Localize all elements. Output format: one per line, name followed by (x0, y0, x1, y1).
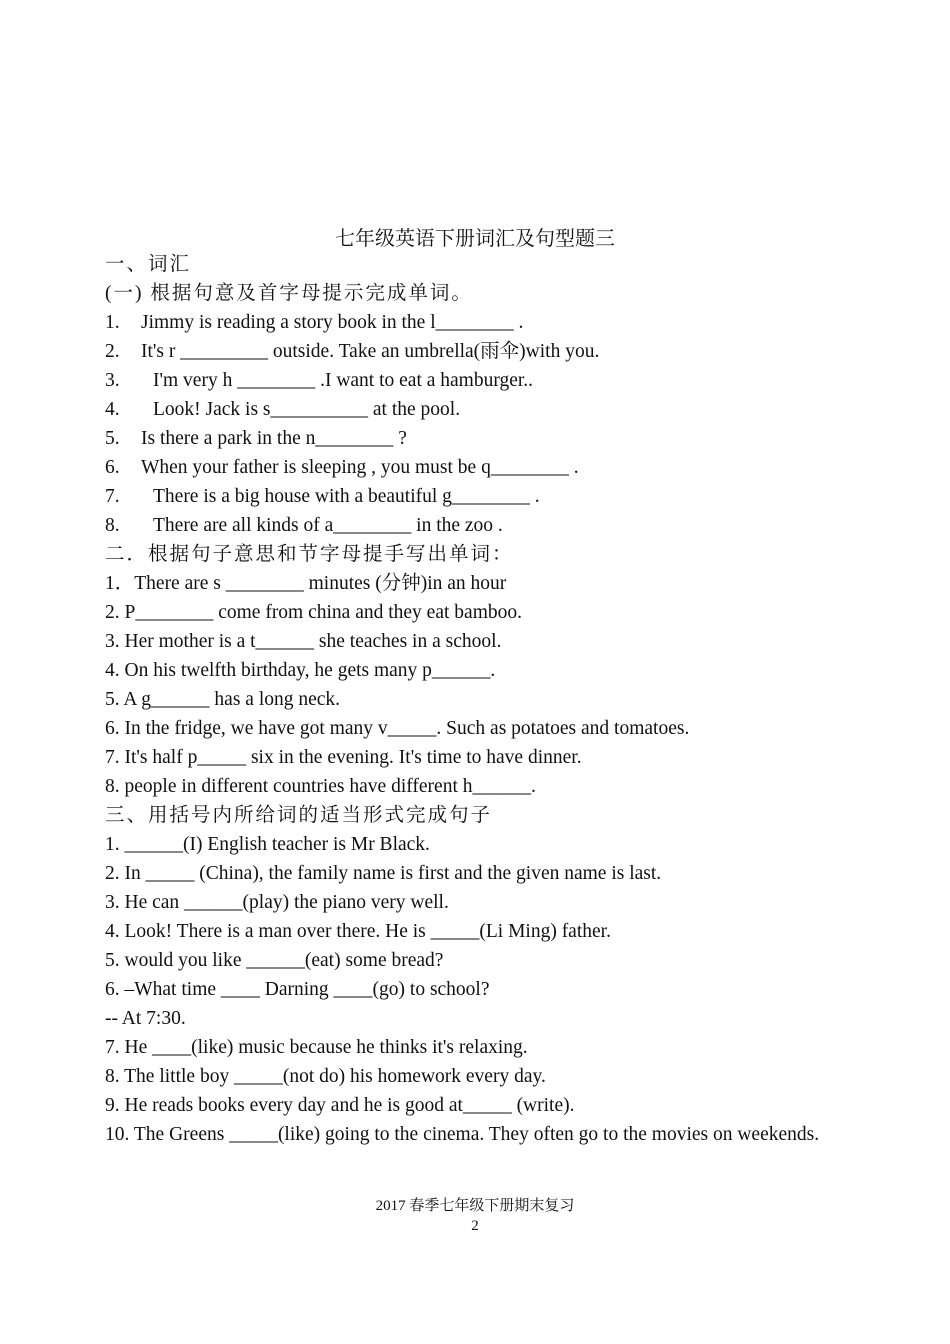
list-item: 5. A g______ has a long neck. (105, 689, 341, 710)
list-item: 7. It's half p_____ six in the evening. It's time to have dinner. (105, 747, 582, 768)
item-number: 4. (105, 399, 120, 420)
item-text: Is there a park in the n________ ? (141, 428, 407, 449)
page-number: 2 (471, 1218, 479, 1234)
item-number: 8. (105, 515, 120, 536)
page-footer (0, 1196, 950, 1236)
list-item: 2. In _____ (China), the family name is first and the given name is last. (105, 863, 662, 884)
list-item: -- At 7:30. (105, 1008, 186, 1029)
list-item: 1．There are s ________ minutes (分钟)in an hour (105, 573, 507, 594)
section3-heading: 三、用括号内所给词的适当形式完成句子 (105, 805, 493, 826)
item-text: There are all kinds of a________ in the zoo . (153, 515, 503, 536)
list-item: 10. The Greens _____(like) going to the cinema. They often go to the movies on weekends. (105, 1124, 820, 1145)
list-item (105, 366, 850, 395)
item-text: It's r _________ outside. Take an umbrella(雨伞)with you. (141, 341, 600, 362)
list-item (105, 511, 850, 540)
list-item (105, 482, 850, 511)
item-text: There is a big house with a beautiful g________ . (153, 486, 540, 507)
list-item (105, 337, 850, 366)
footer-caption: 2017 春季七年级下册期末复习 (375, 1198, 575, 1214)
section2-heading: 二．根据句子意思和节字母提手写出单词： (105, 544, 514, 565)
list-item: 4. Look! There is a man over there. He is _____(Li Ming) father. (105, 921, 611, 942)
list-item: 3. He can ______(play) the piano very well. (105, 892, 449, 913)
list-item: 3. Her mother is a t______ she teaches in a school. (105, 631, 502, 652)
item-number: 7. (105, 486, 120, 507)
item-text: I'm very h ________ .I want to eat a hamburger.. (153, 370, 534, 391)
content (105, 250, 850, 1149)
list-item (105, 424, 850, 453)
item-number: 3. (105, 370, 120, 391)
page-title: 七年级英语下册词汇及句型题三 (335, 228, 615, 250)
list-item: 6. In the fridge, we have got many v_____. Such as potatoes and tomatoes. (105, 718, 690, 739)
list-item: 2. P________ come from china and they eat bamboo. (105, 602, 522, 623)
list-item: 5. would you like ______(eat) some bread? (105, 950, 444, 971)
list-item (105, 308, 850, 337)
list-item (105, 395, 850, 424)
list-item: 9. He reads books every day and he is good at_____ (write). (105, 1095, 575, 1116)
section1-heading: 一、词汇 (105, 254, 192, 275)
list-item: 4. On his twelfth birthday, he gets many p______. (105, 660, 496, 681)
list-item: 8. The little boy _____(not do) his homework every day. (105, 1066, 546, 1087)
list-item: 1. ______(I) English teacher is Mr Black. (105, 834, 430, 855)
list-item: 7. He ____(like) music because he thinks it's relaxing. (105, 1037, 528, 1058)
item-text: Look! Jack is s__________ at the pool. (153, 399, 461, 420)
item-number: 2. (105, 341, 120, 362)
item-number: 5. (105, 428, 120, 449)
section1-subheading: (一) 根据句意及首字母提示完成单词。 (105, 283, 473, 304)
list-item (105, 453, 850, 482)
list-item: 8. people in different countries have different h______. (105, 776, 536, 797)
item-text: When your father is sleeping , you must be q________ . (141, 457, 579, 478)
item-text: Jimmy is reading a story book in the l________ . (141, 312, 524, 333)
item-number: 6. (105, 457, 120, 478)
list-item: 6. –What time ____ Darning ____(go) to school? (105, 979, 490, 1000)
item-number: 1. (105, 312, 120, 333)
